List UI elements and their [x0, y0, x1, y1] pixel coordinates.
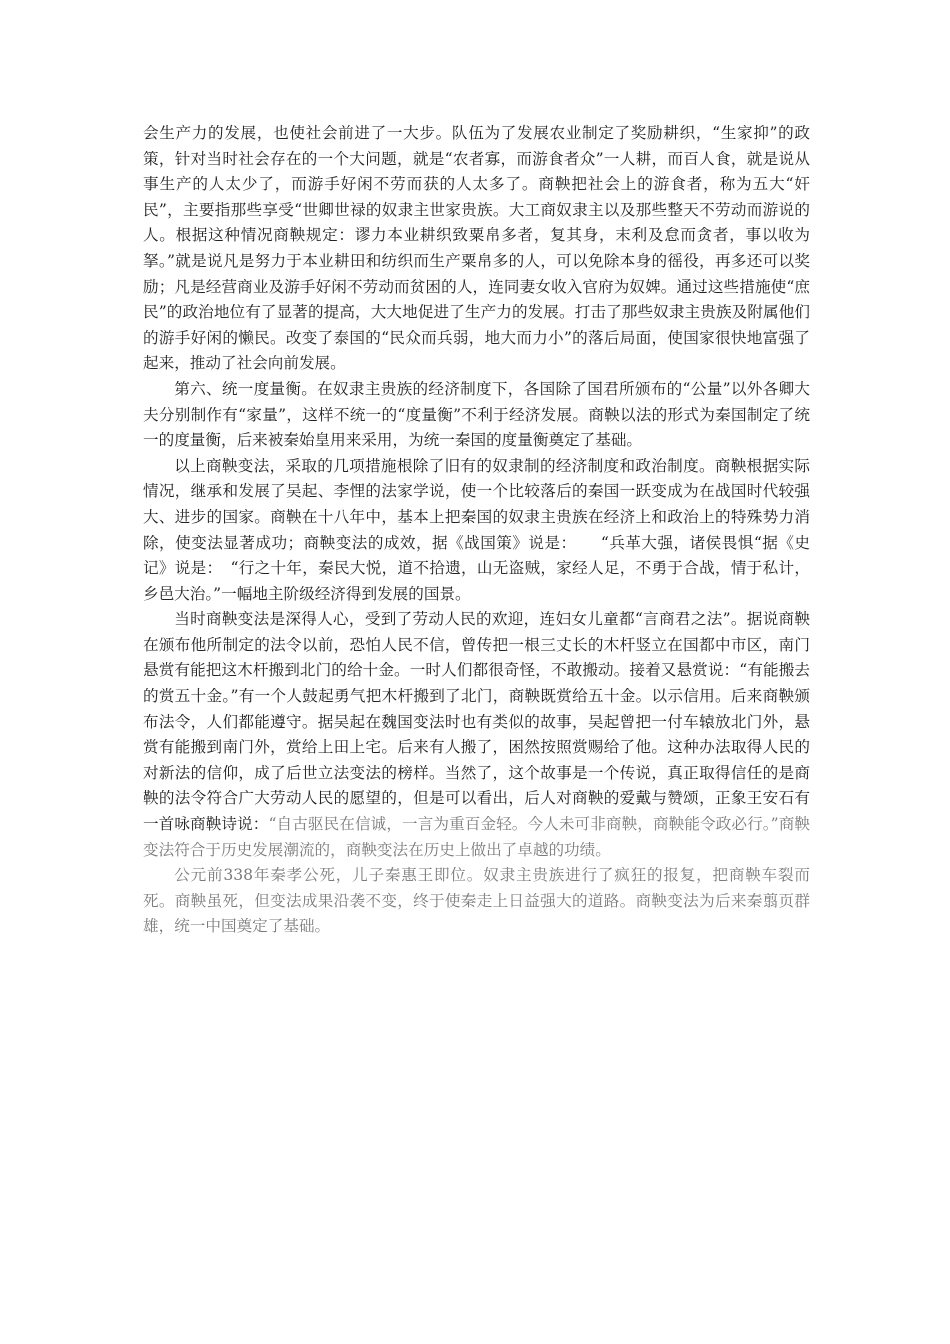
paragraph-trust-story: [143, 607, 810, 863]
paragraph-agriculture-policy: 会生产力的发展，也使社会前进了一大步。队伍为了发展农业制定了奖励耕织，“生家抑”的政策，针对当时社会存在的一个大问题，就是“农者寡，而游食者众”一人耕，而百人食，就是说从事生产的人太少了，而游手好闲不劳而获的人太多了。商鞅把社会上的游食者，称为五大“奸民”，主要指那些享受“世卿世禄的奴隶主世家贵族。大工商奴隶主以及那些整天不劳动而游说的人。根据这种情况商鞅规定：谬力本业耕织致粟帛多者，复其身，末利及怠而贪者，事以收为拏。”就是说凡是努力于本业耕田和纺织而生产粟帛多的人，可以免除本身的徭役，再多还可以奖励；凡是经营商业及游手好闲不劳动而贫困的人，连同妻女收入官府为奴婢。通过这些措施使“庶民”的政治地位有了显著的提高，大大地促进了生产力的发展。打击了那些奴隶主贵族及附属他们的游手好闲的懒民。改变了泰国的“民众而兵弱，地大而力小”的落后局面，使国家很快地富强了起来，推动了社会向前发展。: [143, 124, 810, 373]
trust-story-text: 当时商鞅变法是深得人心，受到了劳动人民的欢迎，连妇女儿童都“言商君之法”。据说商鞅在颁布他所制定的法令以前，恐怕人民不信，曾传把一根三丈长的木杆竖立在国都中市区，南门悬赏有能把这木杆搬到北门的给十金。一时人们都很奇怪，不敢搬动。接着又悬赏说：“有能搬去的赏五十金。”有一个人鼓起勇气把木杆搬到了北门，商鞅既赏给五十金。以示信用。后来商鞅颁布法令，人们都能遵守。据吴起在魏国变法时也有类似的故事，吴起曾把一付车辕放北门外，悬赏有能搬到南门外，赏给上田上宅。后来有人搬了，困然按照赏赐给了他。这种办法取得人民的对新法的信仰，成了后世立法变法的榜样。当然了，这个故事是一个传说，真正取得信任的是商鞅的法令符合广大劳动人民的愿望的，但是可以看出，后人对商鞅的爱戴与赞颂，正象王安石有一首咏商鞅诗说：: [143, 610, 810, 834]
wang-anshi-poem: “自古驱民在信诚，一言为重百金轻。今人未可非商鞅，商鞅能令政必行。”商鞅变法符合于历史发展潮流的，商鞅变法在历史上做出了卓越的功绩。: [143, 815, 810, 859]
paragraph-unify-measures: 第六、统一度量衡。在奴隶主贵族的经济制度下，各国除了国君所颁布的“公量”以外各卿大夫分别制作有“家量”，这样不统一的“度量衡”不利于经济发展。商鞅以法的形式为秦国制定了统一的度量衡，后来被秦始皇用来采用，为统一秦国的度量衡奠定了基础。: [143, 379, 810, 450]
paragraph-conclusion: 公元前338年秦孝公死，儿子秦惠王即位。奴隶主贵族进行了疯狂的报复，把商鞅车裂而死。商鞅虽死，但变法成果沿袭不变，终于使秦走上日益强大的道路。商鞅变法为后来秦翦页群雄，统一中国奠定了基础。: [143, 866, 810, 936]
paragraph-reform-summary: 以上商鞅变法，采取的几项措施根除了旧有的奴隶制的经济制度和政治制度。商鞅根据实际情况，继承和发展了吴起、李悝的法家学说，使一个比较落后的秦国一跃变成为在战国时代较强大、进步的国家。商鞅在十八年中，基本上把秦国的奴隶主贵族在经济上和政治上的特殊势力消除，使变法显著成功；商鞅变法的成效，据《战国策》说是： “兵革大强，诸侯畏惧“据《史记》说是： “行之十年，秦民大悦，道不拾遗，山无盗贼，家经人足，不勇于合战，情于私计，乡邑大治。”一幅地主阶级经济得到发展的国景。: [143, 456, 810, 603]
document-page: [143, 121, 810, 940]
